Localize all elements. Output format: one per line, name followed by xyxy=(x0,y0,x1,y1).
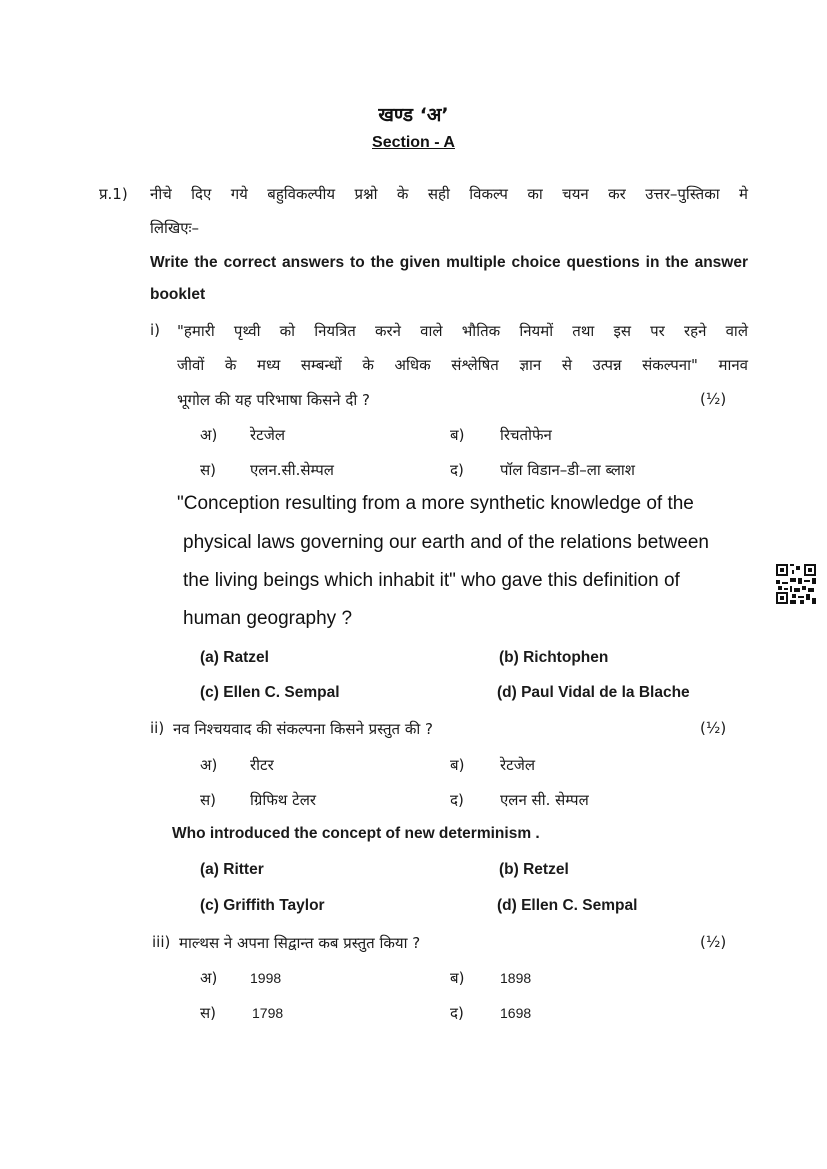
option-label: स) xyxy=(200,461,216,479)
option-english: (d) Paul Vidal de la Blache xyxy=(497,684,690,701)
option-text: रेटजेल xyxy=(250,426,285,444)
question-text-hindi: माल्थस ने अपना सिद्वान्त कब प्रस्तुत किया ? xyxy=(179,934,421,952)
marks-label: (½) xyxy=(700,719,727,737)
marks-label: (½) xyxy=(700,390,727,408)
option-text: ग्रिफिथ टेलर xyxy=(250,791,317,809)
instruction-hindi-line-2: लिखिएः– xyxy=(150,219,200,237)
option-english: (d) Ellen C. Sempal xyxy=(497,897,638,914)
option-label: अ) xyxy=(200,969,218,987)
option-label: द) xyxy=(450,791,464,809)
option-english: (c) Griffith Taylor xyxy=(200,897,325,914)
option-english: (b) Richtophen xyxy=(499,649,609,666)
option-english: (b) Retzel xyxy=(499,861,569,878)
instruction-hindi-line-1: नीचे दिए गये बहुविकल्पीय प्रश्नो के सही विकल्प का चयन कर उत्तर–पुस्तिका मे xyxy=(150,185,748,203)
option-label: ब) xyxy=(450,756,465,774)
option-english: (a) Ritter xyxy=(200,861,264,878)
question-text-hindi-line-1: "हमारी पृथ्वी को नियत्रित करने वाले भौतिक नियमों तथा इस पर रहने वाले xyxy=(177,322,748,340)
question-text-english-line-4: human geography ? xyxy=(183,608,353,629)
option-text: रिचतोफेन xyxy=(500,426,552,444)
option-label: अ) xyxy=(200,426,218,444)
option-label: स) xyxy=(200,791,216,809)
qr-code-icon xyxy=(776,564,816,604)
marks-label: (½) xyxy=(700,933,727,951)
option-text: रीटर xyxy=(250,756,274,774)
question-text-english: Who introduced the concept of new determinism . xyxy=(172,825,540,842)
instruction-english-line-1: Write the correct answers to the given multiple choice questions in the answer xyxy=(150,254,748,271)
question-text-hindi-line-2: जीवों के मध्य सम्बन्धों के अधिक संश्लेषित ज्ञान से उत्पन्न संकल्पना" मानव xyxy=(177,356,748,374)
option-text: रेटजेल xyxy=(500,756,535,774)
option-label: स) xyxy=(200,1004,216,1022)
option-text: एलन सी. सेम्पल xyxy=(500,791,589,809)
subquestion-number: i) xyxy=(150,321,161,339)
option-english: (c) Ellen C. Sempal xyxy=(200,684,340,701)
subquestion-number: iii) xyxy=(152,933,171,951)
option-label: द) xyxy=(450,1004,464,1022)
instruction-english-line-2: booklet xyxy=(150,286,206,303)
question-text-english-line-3: the living beings which inhabit it" who gave this definition of xyxy=(183,570,680,591)
option-text: 1998 xyxy=(250,970,282,986)
subquestion-number: ii) xyxy=(150,719,165,737)
option-label: अ) xyxy=(200,756,218,774)
option-text: एलन.सी.सेम्पल xyxy=(250,461,334,479)
question-text-hindi-line-3: भूगोल की यह परिभाषा किसने दी ? xyxy=(177,391,370,409)
option-text: 1898 xyxy=(500,970,532,986)
question-text-english-line-1: "Conception resulting from a more synthetic knowledge of the xyxy=(177,493,694,514)
question-number: प्र.1) xyxy=(99,185,128,203)
option-english: (a) Ratzel xyxy=(200,649,269,666)
option-label: ब) xyxy=(450,426,465,444)
section-title-hindi: खण्ड ‘अ’ xyxy=(378,104,449,126)
option-text: 1698 xyxy=(500,1005,532,1021)
option-text: 1798 xyxy=(252,1005,284,1021)
option-text: पॉल विडान–डी–ला ब्लाश xyxy=(500,461,635,479)
option-label: द) xyxy=(450,461,464,479)
section-title-english: Section - A xyxy=(372,134,455,151)
option-label: ब) xyxy=(450,969,465,987)
question-text-english-line-2: physical laws governing our earth and of the relations between xyxy=(183,532,709,553)
question-text-hindi: नव निश्चयवाद की संकल्पना किसने प्रस्तुत की ? xyxy=(173,720,433,738)
